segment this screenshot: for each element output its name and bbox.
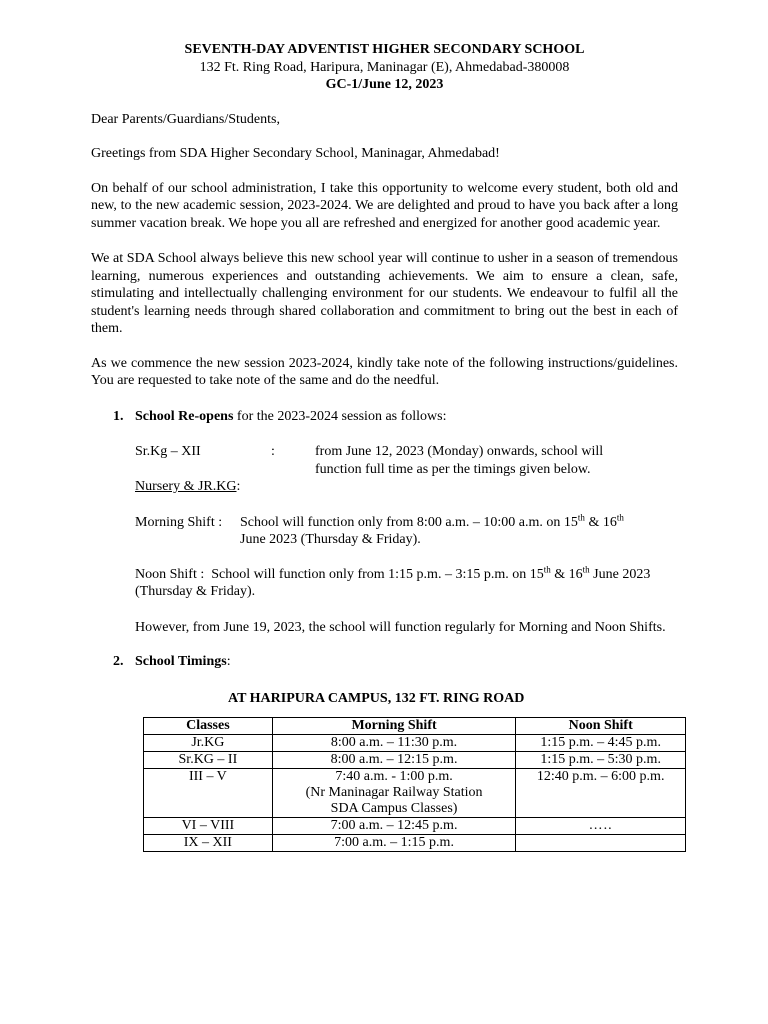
timings-table-wrap (91, 717, 678, 852)
reopen-heading: School Re-opens (135, 408, 234, 424)
noon-shift-label: Noon Shift : (135, 566, 205, 582)
vision-paragraph: We at SDA School always believe this new school year will continue to usher in a season of tremendous learning, numerous experiences and outstanding achievements. We aim to ensure a clean, safe, stimulating and intellectually challenging environment for our students. We endeavour to fulfil all the student's learning needs through shared collaboration and commitment to bring out the best in each of them. (91, 251, 678, 336)
nursery-jrkg-heading (135, 478, 678, 496)
cell-classes: III – V (144, 769, 273, 818)
cell-morning: 8:00 a.m. – 12:15 p.m. (272, 752, 516, 769)
table-row (144, 818, 686, 835)
header-classes: Classes (144, 718, 273, 735)
campus-title: AT HARIPURA CAMPUS, 132 FT. RING ROAD (228, 690, 525, 706)
cell-classes: IX – XII (144, 835, 273, 852)
salutation: Dear Parents/Guardians/Students, (91, 111, 280, 127)
instructions-paragraph: As we commence the new session 2023-2024, kindly take note of the following instructions/guidelines. You are requested to take note of the same and do the needful. (91, 355, 678, 388)
srkg-reopen-line1: from June 12, 2023 (Monday) onwards, school will (315, 444, 604, 459)
timings-heading: School Timings (135, 654, 227, 669)
cell-noon: 12:40 p.m. – 6:00 p.m. (516, 769, 686, 818)
cell-classes: Sr.KG – II (144, 752, 273, 769)
table-row (144, 752, 686, 769)
srkg-colon: : (271, 444, 275, 459)
morning-shift-text: School will function only from 8:00 a.m. – 10:00 a.m. on 15th & 16th (240, 511, 624, 530)
cell-noon (516, 835, 686, 852)
cell-morning (272, 769, 516, 818)
table-row (144, 769, 686, 818)
cell-noon: 1:15 p.m. – 5:30 p.m. (516, 752, 686, 769)
timings-table (143, 717, 686, 852)
reopen-section (91, 408, 678, 637)
timings-number: 2. (113, 654, 124, 669)
table-row (144, 835, 686, 852)
header-noon-shift: Noon Shift (516, 718, 686, 735)
reopen-number: 1. (113, 408, 124, 424)
srkg-label: Sr.Kg – XII (135, 444, 201, 459)
welcome-paragraph: On behalf of our school administration, I take this opportunity to welcome every student, both old and new, to the new academic session, 2023-2024. We are delighted and proud to have you back after a long summer vacation break. We hope you all are refreshed and energized for another good academic year. (91, 180, 678, 231)
cell-classes: Jr.KG (144, 735, 273, 752)
cell-morning-note: (Nr Maninagar Railway Station SDA Campus Classes) (305, 785, 483, 816)
cell-morning-time: 7:40 a.m. - 1:00 p.m. (335, 769, 453, 784)
nursery-label: Nursery & JR.KG (135, 479, 237, 494)
greeting: Greetings from SDA Higher Secondary School, Maninagar, Ahmedabad! (91, 146, 500, 161)
timings-colon: : (226, 654, 231, 669)
nursery-colon: : (236, 479, 241, 494)
school-address: 132 Ft. Ring Road, Haripura, Maninagar (E), Ahmedabad-380008 (199, 59, 570, 75)
table-row (144, 735, 686, 752)
school-name: SEVENTH-DAY ADVENTIST HIGHER SECONDARY SCHOOL (184, 42, 585, 57)
table-header-row (144, 718, 686, 735)
srkg-reopen-line2: function full time as per the timings given below. (315, 461, 591, 477)
reopen-heading-rest: for the 2023-2024 session as follows: (233, 408, 447, 424)
cell-classes: VI – VIII (144, 818, 273, 835)
cell-morning: 7:00 a.m. – 12:45 p.m. (272, 818, 516, 835)
srkg-reopen-row (135, 443, 678, 478)
header-morning-shift: Morning Shift (272, 718, 516, 735)
noon-shift-row (135, 563, 678, 601)
cell-morning: 8:00 a.m. – 11:30 p.m. (272, 735, 516, 752)
cell-morning: 7:00 a.m. – 1:15 p.m. (272, 835, 516, 852)
cell-noon: ….. (516, 818, 686, 835)
morning-shift-row (135, 511, 678, 549)
morning-shift-text-2: June 2023 (Thursday & Friday). (240, 532, 421, 547)
timings-section (91, 653, 678, 671)
morning-shift-label: Morning Shift : (135, 514, 223, 530)
circular-reference: GC-1/June 12, 2023 (325, 77, 444, 92)
noon-shift-text: School will function only from 1:15 p.m. – 3:15 p.m. on 15th & 16th June 2023 (Thursday & Friday). (135, 563, 651, 599)
cell-noon: 1:15 p.m. – 4:45 p.m. (516, 735, 686, 752)
regular-function-note: However, from June 19, 2023, the school will function regularly for Morning and Noon Shifts. (135, 619, 666, 635)
circular-page (91, 41, 678, 852)
